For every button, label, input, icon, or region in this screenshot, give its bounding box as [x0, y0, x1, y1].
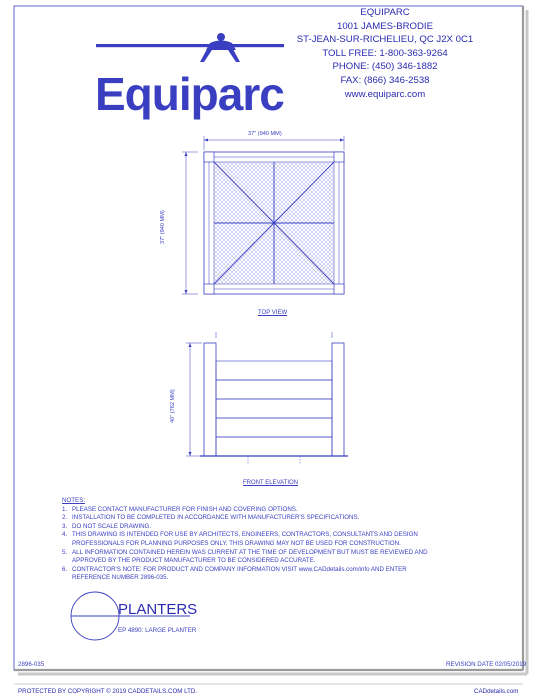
note-item: 2. INSTALLATION TO BE COMPLETED IN ACCORDANCE WITH MANUFACTURER'S SPECIFICATIONS. [62, 514, 360, 522]
front-elevation-drawing [186, 332, 348, 464]
note-item-continuation: REFERENCE NUMBER 2896-035. [72, 574, 169, 582]
logo-wordmark: Equiparc [95, 68, 284, 120]
copyright-notice: PROTECTED BY COPYRIGHT © 2019 CADDETAILS.COM LTD. [18, 688, 198, 695]
revision-date: REVISION DATE 02/05/2019 [446, 661, 527, 668]
note-item-continuation: APPROVED BY THE PRODUCT MANUFACTURER TO BE CONSIDERED ACCURATE. [72, 557, 316, 565]
note-item: 4. THIS DRAWING IS INTENDED FOR USE BY ARCHITECTS, ENGINEERS, CONTRACTORS, CONSULTANTS AND DESIGN [62, 531, 418, 539]
company-line: FAX: (866) 346-2538 [340, 74, 430, 86]
front-elevation-height-dimension: 40" (762 MM) [170, 389, 176, 423]
note-item: 3. DO NOT SCALE DRAWING. [62, 522, 152, 530]
front-elevation-label: FRONT ELEVATION [243, 480, 299, 486]
equiparc-logo-icon [96, 33, 284, 62]
caddetails-brand: CADdetails.com [474, 688, 519, 695]
drawing-subtitle: EP 4890: LARGE PLANTER [118, 627, 197, 634]
company-line: PHONE: (450) 346-1882 [332, 61, 438, 73]
notes-section [62, 497, 428, 583]
note-item-continuation: PROFESSIONALS FOR PLANNING PURPOSES ONLY. THIS DRAWING MAY NOT BE USED FOR CONSTRUCTION. [72, 539, 401, 547]
top-view-drawing [182, 136, 344, 294]
note-item: 6. CONTRACTOR'S NOTE: FOR PRODUCT AND COMPANY INFORMATION VISIT www.CADdetails.com/info AND ENTER [62, 565, 407, 573]
company-line: ST-JEAN-SUR-RICHELIEU, QC J2X 0C1 [296, 34, 474, 46]
top-view-depth-dimension: 37" (940 MM) [160, 210, 166, 244]
company-website: www.equiparc.com [344, 88, 426, 100]
notes-heading: NOTES: [62, 497, 86, 504]
reference-number: 2896-035 [18, 661, 45, 668]
note-item: 1. PLEASE CONTACT MANUFACTURER FOR FINISH AND COVERING OPTIONS. [62, 505, 298, 513]
company-line: TOLL FREE: 1-800-363-9264 [322, 47, 448, 59]
company-line: EQUIPARC [360, 7, 410, 18]
company-address-block [290, 6, 480, 101]
company-line: 1001 JAMES-BRODIE [337, 20, 433, 32]
top-view-width-dimension: 37" (940 MM) [248, 131, 282, 137]
note-item: 5. ALL INFORMATION CONTAINED HEREIN WAS CURRENT AT THE TIME OF DEVELOPMENT BUT MUST BE REVIEWED AND [62, 548, 428, 556]
drawing-title: PLANTERS [118, 601, 198, 618]
top-view-label: TOP VIEW [258, 310, 288, 316]
